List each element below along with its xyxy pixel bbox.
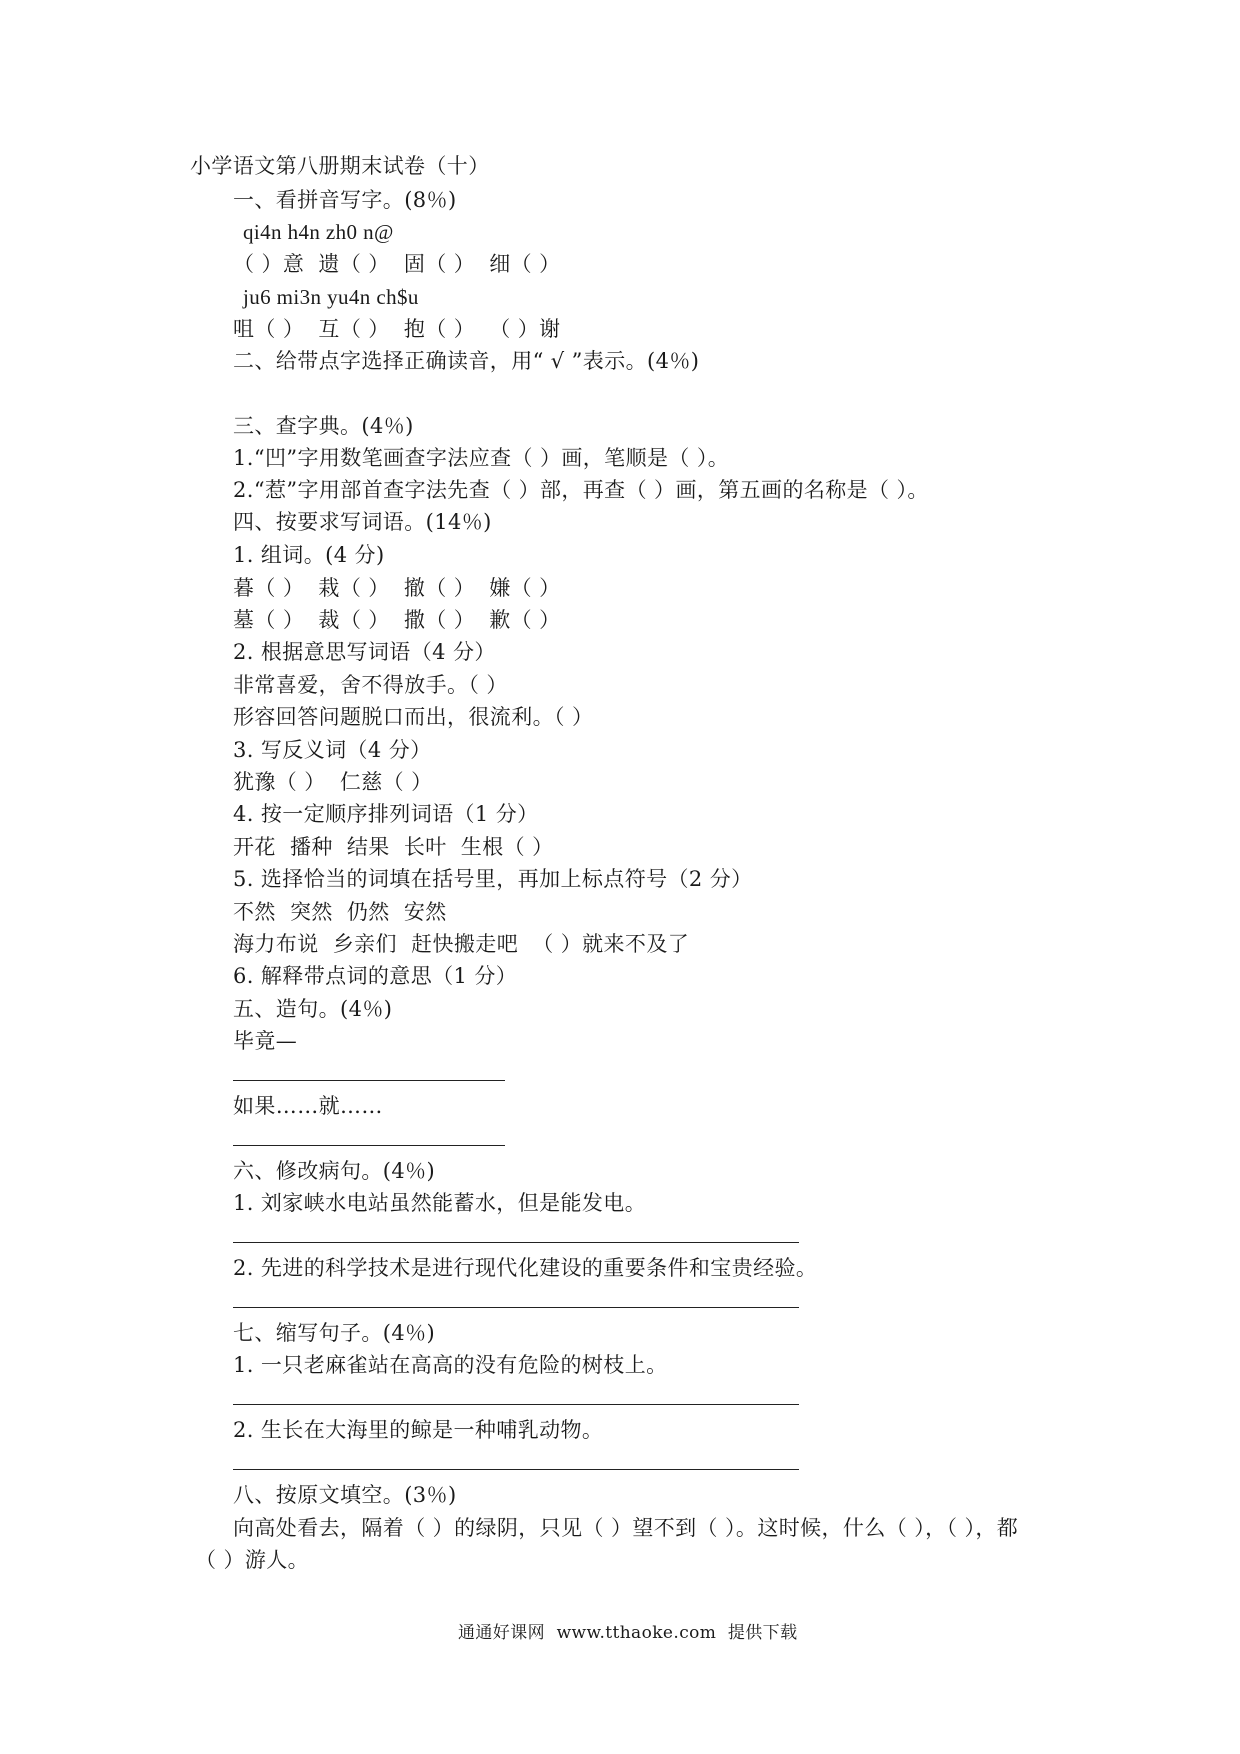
pinyin-row-1: qi4n h4n zh0 n@: [243, 220, 394, 244]
section-3-question-2: 2.“惹”字用部首查字法先查（ ）部，再查（ ）画，第五画的名称是（ ）。: [233, 478, 929, 502]
meaning-item-2: 形容回答问题脱口而出，很流利。（ ）: [233, 705, 594, 729]
section-4-question-4: 4. 按一定顺序排列词语（1 分）: [233, 802, 539, 826]
chars-row-2: 咀（ ） 互（ ） 抱（ ） （ ）谢: [233, 317, 561, 341]
word-group-row-2: 墓（ ） 裁（ ） 撒（ ） 歉（ ）: [233, 608, 561, 632]
section-4-question-2: 2. 根据意思写词语（4 分）: [233, 640, 496, 664]
chars-row-1: （ ）意 遗（ ） 固（ ） 细（ ）: [233, 252, 561, 276]
word-group-row-1: 暮（ ） 栽（ ） 撤（ ） 嫌（ ）: [233, 576, 561, 600]
section-4-question-5: 5. 选择恰当的词填在括号里，再加上标点符号（2 分）: [233, 867, 753, 891]
section-8-line-1: 向高处看去，隔着（ ）的绿阴，只见（ ）望不到（ ）。这时候，什么（ ），（ ），都: [233, 1516, 1019, 1540]
section-7-question-1: 1. 一只老麻雀站在高高的没有危险的树枝上。: [233, 1353, 668, 1377]
order-words: 开花 播种 结果 长叶 生根（ ）: [233, 835, 554, 859]
page-footer: 通通好课网 www.tthaoke.com 提供下载: [458, 1623, 798, 1643]
section-6-question-2: 2. 先进的科学技术是进行现代化建设的重要条件和宝贵经验。: [233, 1256, 818, 1280]
answer-line: [233, 1145, 505, 1146]
answer-line: [233, 1404, 799, 1405]
section-1-heading: 一、看拼音写字。(8％): [233, 188, 457, 212]
antonym-items: 犹豫（ ） 仁慈（ ）: [233, 770, 433, 794]
answer-line: [233, 1242, 799, 1243]
pinyin-row-2: ju6 mi3n yu4n ch$u: [243, 285, 419, 309]
meaning-item-1: 非常喜爱，舍不得放手。（ ）: [233, 673, 508, 697]
section-6-question-1: 1. 刘家峡水电站虽然能蓄水，但是能发电。: [233, 1191, 647, 1215]
page-title: 小学语文第八册期末试卷（十）: [190, 154, 490, 178]
section-4-question-6: 6. 解释带点词的意思（1 分）: [233, 964, 518, 988]
word-choices: 不然 突然 仍然 安然: [233, 900, 447, 924]
section-4-heading: 四、按要求写词语。(14％): [233, 510, 492, 534]
section-5-heading: 五、造句。(4％): [233, 997, 393, 1021]
answer-line: [233, 1469, 799, 1470]
section-8-heading: 八、按原文填空。(3％): [233, 1483, 457, 1507]
answer-line: [233, 1307, 799, 1308]
section-7-heading: 七、缩写句子。(4％): [233, 1321, 436, 1345]
sentence-prompt-1: 毕竟—: [233, 1029, 298, 1053]
section-3-question-1: 1.“凹”字用数笔画查字法应查（ ）画，笔顺是（ ）。: [233, 446, 730, 470]
sentence-prompt-2: 如果……就……: [233, 1094, 383, 1118]
section-4-question-1: 1. 组词。(4 分): [233, 543, 385, 567]
section-6-heading: 六、修改病句。(4％): [233, 1159, 436, 1183]
answer-line: [233, 1080, 505, 1081]
fill-sentence: 海力布说 乡亲们 赶快搬走吧 （ ）就来不及了: [233, 932, 690, 956]
section-8-line-2: （ ）游人。: [195, 1548, 310, 1572]
section-7-question-2: 2. 生长在大海里的鲸是一种哺乳动物。: [233, 1418, 604, 1442]
section-2-heading: 二、给带点字选择正确读音，用“ √ ”表示。(4％): [233, 349, 700, 373]
section-3-heading: 三、查字典。(4％): [233, 414, 414, 438]
section-4-question-3: 3. 写反义词（4 分）: [233, 738, 432, 762]
